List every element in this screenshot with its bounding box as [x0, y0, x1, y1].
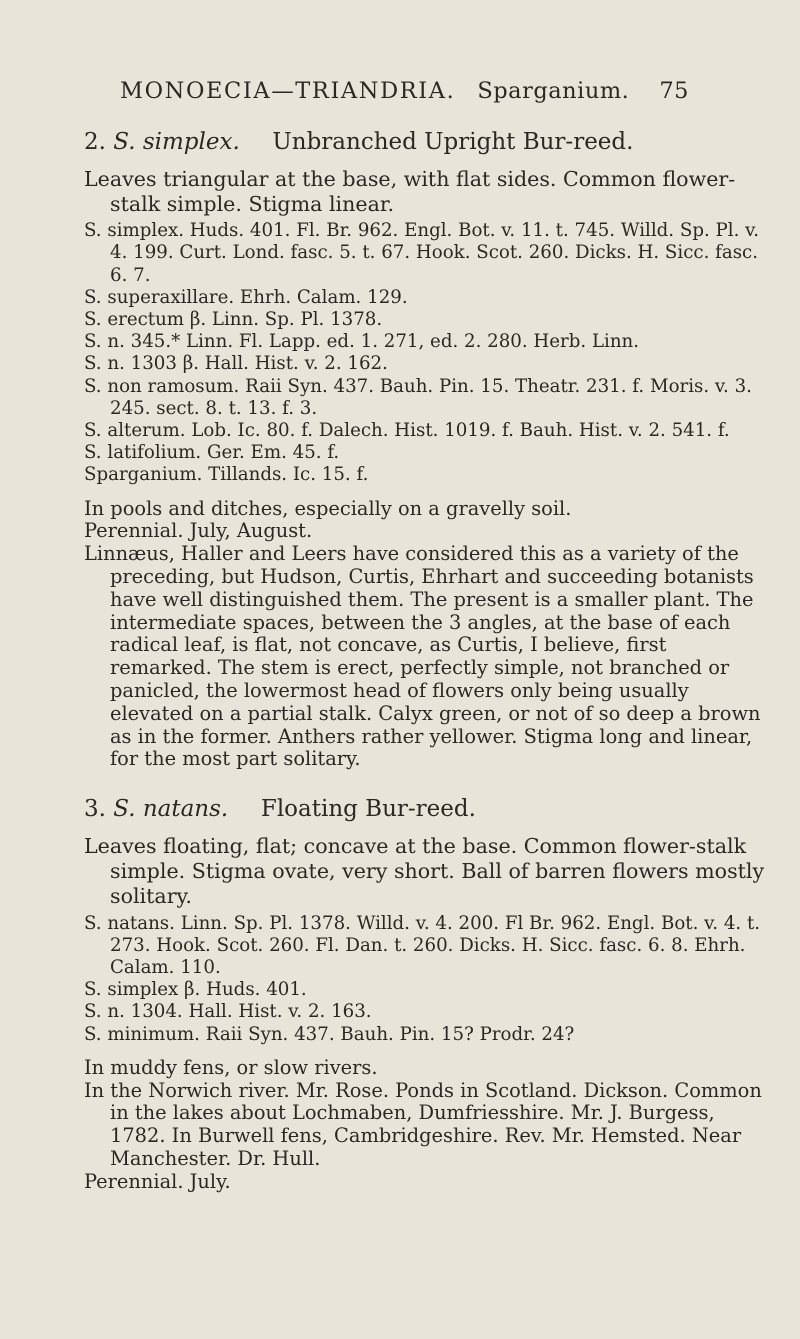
running-head [120, 78, 766, 104]
synonym-line: S. simplex. Huds. 401. Fl. Br. 962. Engl. Bot. v. 11. t. 745. Willd. Sp. Pl. v. 4. 199. Curt. Lond. fasc. 5. t. 67. Hook. Scot. 260. Dicks. H. Sicc. fasc. 6. 7. [84, 220, 760, 286]
species-common-name: Unbranched Upright Bur-reed. [272, 129, 634, 155]
synonym-line: S. alterum. Lob. Ic. 80. f. Dalech. Hist. 1019. f. Bauh. Hist. v. 2. 541. f. [84, 419, 730, 441]
species-diagnosis: Leaves triangular at the base, with flat sides. Common flower-stalk simple. Stigma linear. [84, 166, 736, 216]
habitat-line: In muddy fens, or slow rivers. [84, 1055, 378, 1079]
running-head-title: MONOECIA—TRIANDRIA. [120, 78, 456, 104]
synonym-line: S. n. 345.* Linn. Fl. Lapp. ed. 1. 271, ed. 2. 280. Herb. Linn. [84, 331, 640, 353]
synonym-line: S. non ramosum. Raii Syn. 437. Bauh. Pin. 15. Theatr. 231. f. Moris. v. 3. 245. sect. 8. t. 13. f. 3. [84, 375, 752, 419]
species-heading [84, 128, 766, 157]
locality-line: In the Norwich river. Mr. Rose. Ponds in Scotland. Dickson. Common in the lakes about Lochmaben, Dumfriesshire. Mr. J. Burgess, 1782. In Burwell fens, Cambridgeshire. Rev. Mr. Hemsted. Near Manchester. Dr. Hull. [84, 1078, 762, 1170]
species-diagnosis: Leaves floating, flat; concave at the base. Common flower-stalk simple. Stigma ovate, very short. Ball of barren flowers mostly solitary. [84, 833, 765, 909]
species-common-name: Floating Bur-reed. [260, 796, 476, 823]
synonym-line: S. minimum. Raii Syn. 437. Bauh. Pin. 15? Prodr. 24? [84, 1023, 575, 1045]
species-number: 3. [84, 796, 106, 823]
flowering-line: Perennial. July, August. [84, 519, 313, 543]
flowering-line: Perennial. July. [84, 1169, 231, 1193]
synonym-line: S. superaxillare. Ehrh. Calam. 129. [84, 286, 408, 308]
species-heading [84, 795, 766, 824]
species-number: 2. [84, 129, 106, 155]
running-head-genus: Sparganium. [477, 78, 630, 104]
page-number: 75 [659, 78, 689, 104]
synonym-line: S. n. 1304. Hall. Hist. v. 2. 163. [84, 1001, 372, 1023]
synonym-line: S. natans. Linn. Sp. Pl. 1378. Willd. v. 4. 200. Fl Br. 962. Engl. Bot. v. 4. t. 273. Hook. Scot. 260. Fl. Dan. t. 260. Dicks. H. Sicc. fasc. 6. 8. Ehrh. Calam. 110. [84, 912, 761, 978]
habitat-line: In pools and ditches, especially on a gravelly soil. [84, 496, 572, 520]
species-name: S. natans. [113, 796, 229, 823]
synonym-line: S. simplex β. Huds. 401. [84, 979, 307, 1001]
synonym-line: S. erectum β. Linn. Sp. Pl. 1378. [84, 308, 383, 330]
synonym-line: S. n. 1303 β. Hall. Hist. v. 2. 162. [84, 353, 388, 375]
species-name: S. simplex. [113, 129, 240, 155]
species-notes: Linnæus, Haller and Leers have considered this as a variety of the preceding, but Hudson, Curtis, Ehrhart and succeeding botanists have well distinguished them. The present is a smaller plant. The intermediate spaces, between the 3 angles, at the base of each radical leaf, is flat, not concave, as Curtis, I believe, first remarked. The stem is erect, perfectly simple, not branched or panicled, the lowermost head of flowers only being usually elevated on a partial stalk. Calyx green, or not of so deep a brown as in the former. Anthers rather yellower. Stigma long and linear, for the most part solitary. [84, 542, 761, 771]
synonym-line: Sparganium. Tillands. Ic. 15. f. [84, 464, 369, 486]
synonym-line: S. latifolium. Ger. Em. 45. f. [84, 442, 340, 464]
